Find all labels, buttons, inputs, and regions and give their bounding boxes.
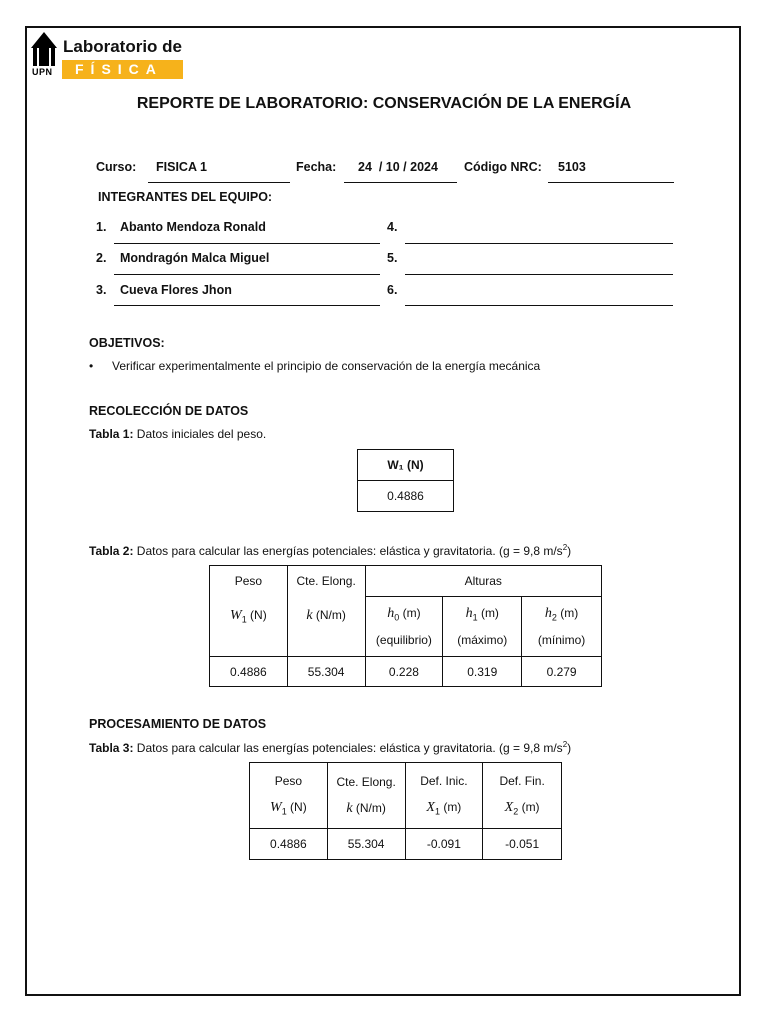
table2-h2-sub: 2 [551, 612, 557, 623]
table2-caption [89, 543, 571, 558]
table3-col4-sub: 2 [513, 806, 519, 817]
table2-col-peso [210, 566, 288, 657]
table1-caption-label: Tabla 1: [89, 427, 134, 441]
table2-cell: 0.228 [365, 657, 443, 687]
table2-h0-note: (equilibrio) [375, 632, 432, 647]
table3-cell: -0.051 [483, 829, 562, 860]
logo-title-line2: FÍSICA [75, 61, 163, 77]
member-5-num: 5. [387, 251, 398, 265]
logo-fisica-bar [62, 60, 183, 79]
table3-col3-unit: (m) [439, 800, 462, 815]
table2-h1-sym: h [465, 606, 473, 622]
date-label: Fecha: [296, 160, 337, 174]
page-title: REPORTE DE LABORATORIO: CONSERVACIÓN DE LA ENERGÍA [136, 95, 632, 112]
table2-h2-sym: h [544, 606, 552, 622]
table3-caption-sup: 2 [562, 740, 568, 749]
table2-cell: 0.319 [443, 657, 522, 687]
table3-col1-sym: W [270, 800, 282, 816]
table2-h0-sym: h [387, 606, 395, 622]
nrc-line [548, 182, 674, 183]
member-2-name: Mondragón Malca Miguel [120, 251, 270, 265]
table1-caption-text: Datos iniciales del peso. [133, 427, 267, 441]
table2-group-alturas: Alturas [365, 566, 602, 597]
table3-col-def-fin [483, 763, 562, 829]
table3-col2-top: Cte. Elong. [336, 774, 396, 789]
table2-cell: 55.304 [287, 657, 365, 687]
processing-heading: PROCESAMIENTO DE DATOS [89, 717, 267, 731]
table3-col3-sub: 1 [434, 806, 440, 817]
table3-caption-label: Tabla 3: [89, 741, 134, 755]
table3-caption-end: ) [567, 741, 572, 755]
member-2-line [114, 274, 380, 275]
table2-col-cte [287, 566, 365, 657]
team-heading: INTEGRANTES DEL EQUIPO: [98, 190, 273, 204]
table2-caption-text: Datos para calcular las energías potenciales: elástica y gravitatoria. (g = 9,8 m/s [133, 544, 563, 558]
table3-col4-sym: X [504, 800, 514, 816]
table2-col1-top: Peso [234, 574, 263, 588]
table2-h2-note: (mínimo) [537, 632, 586, 647]
objectives-heading: OBJETIVOS: [89, 336, 165, 350]
table3 [249, 762, 562, 860]
table3-col1-top: Peso [274, 774, 303, 789]
table1-header: W₁ (N) [358, 450, 454, 481]
member-4-num: 4. [387, 220, 398, 234]
table3-cell: 0.4886 [250, 829, 328, 860]
member-3-line [114, 305, 380, 306]
objective-item: Verificar experimentalmente el principio de conservación de la energía mecánica [112, 359, 541, 373]
table1 [357, 449, 454, 512]
table3-cell: 55.304 [327, 829, 405, 860]
table2-h1-note: (máximo) [457, 632, 508, 647]
table3-col4-top: Def. Fin. [499, 774, 545, 789]
table2-caption-sup: 2 [562, 543, 568, 552]
member-6-num: 6. [387, 283, 398, 297]
member-1-name: Abanto Mendoza Ronald [120, 220, 266, 234]
table3-caption [89, 740, 571, 755]
table2-row [210, 657, 602, 687]
objective-bullet-icon: • [89, 359, 94, 373]
table3-caption-text: Datos para calcular las energías potenciales: elástica y gravitatoria. (g = 9,8 m/s [133, 741, 563, 755]
table3-col-peso [250, 763, 328, 829]
table3-col2-unit: (N/m) [352, 800, 386, 815]
member-1-line [114, 243, 380, 244]
nrc-label: Código NRC: [464, 160, 542, 174]
table2-col-h1 [443, 597, 522, 657]
table3-col3-top: Def. Inic. [420, 774, 468, 789]
table2-col1-sym: W [230, 608, 242, 623]
table2 [209, 565, 602, 687]
table3-col-def-inic [405, 763, 483, 829]
table2-col2-sym: k [306, 608, 313, 623]
table2-h0-sub: 0 [394, 612, 400, 623]
member-6-line [405, 305, 673, 306]
table1-caption [89, 427, 266, 441]
table3-col4-unit: (m) [518, 800, 540, 815]
table2-h0-unit: (m) [399, 606, 421, 621]
table2-h2-unit: (m) [556, 606, 579, 621]
table2-h1-sub: 1 [472, 612, 478, 623]
table2-col2-unit: (N/m) [312, 608, 346, 622]
table3-cell: -0.091 [405, 829, 483, 860]
member-5-line [405, 274, 673, 275]
table2-caption-label: Tabla 2: [89, 544, 134, 558]
member-1-num: 1. [96, 220, 107, 234]
member-3-num: 3. [96, 283, 107, 297]
member-3-name: Cueva Flores Jhon [120, 283, 232, 297]
date-value: 24 / 10 / 2024 [358, 160, 438, 174]
table3-col-cte [327, 763, 405, 829]
table2-cell: 0.4886 [210, 657, 288, 687]
member-4-line [405, 243, 673, 244]
table3-col1-unit: (N) [286, 800, 307, 815]
course-line [148, 182, 290, 183]
table3-col3-sym: X [426, 800, 435, 816]
table2-col2-top: Cte. Elong. [296, 574, 356, 588]
table3-col1-sub: 1 [281, 806, 287, 817]
member-2-num: 2. [96, 251, 107, 265]
logo-upn-text: UPN [32, 67, 53, 77]
table3-col2-sym: k [346, 800, 353, 816]
table1-value: 0.4886 [358, 481, 454, 512]
table2-cell: 0.279 [522, 657, 602, 687]
nrc-value: 5103 [558, 160, 586, 174]
table3-row [250, 829, 562, 860]
table2-col-h2 [522, 597, 602, 657]
course-label: Curso: [96, 160, 137, 174]
course-value: FISICA 1 [156, 160, 207, 174]
table2-h1-unit: (m) [477, 606, 499, 621]
table2-col-h0 [365, 597, 443, 657]
table2-col1-unit: (N) [246, 608, 267, 622]
data-collection-heading: RECOLECCIÓN DE DATOS [89, 404, 249, 418]
table2-col1-sub: 1 [241, 614, 247, 625]
logo-title-line1: Laboratorio de [63, 37, 183, 56]
date-line [344, 182, 457, 183]
table2-caption-end: ) [567, 544, 572, 558]
